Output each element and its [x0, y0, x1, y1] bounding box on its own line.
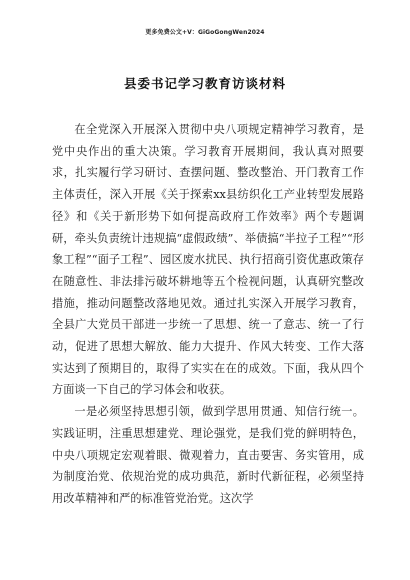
- document-title: 县委书记学习教育访谈材料: [123, 76, 286, 91]
- body-paragraph-1: 在全党深入开展深入贯彻中央八项规定精神学习教育，是党中央作出的重大决策。学习教育开展期间，我认真对照要求，扎实履行学习研讨、查摆问题、整改整治、开门教育工作主体责任，深入开展《关于探索xx县纺织化工产业转型发展路径》和《关于新形势下如何提高政府工作效率》两个专题调研，牵头负责统计违规搞“虚假政绩”、举债搞“半拉子工程”“形象工程”“面子工程”、园区废水扰民、执行招商引资优惠政策存在随意性、非法排污破坏耕地等五个检视问题，认真研究整改措施，推动问题整改落地见效。通过扎实深入开展学习教育，全县广大党员干部进一步统一了思想、统一了意志、统一了行动，促进了思想大解放、能力大提升、作风大转变、工作大落实达到了预期目的，取得了实实在在的成效。下面，我从四个方面谈一下自己的学习体会和收获。: [52, 123, 364, 397]
- document-body: [52, 119, 364, 510]
- header-note: 更多免费公文+V：GiGoGongWen2024: [145, 29, 265, 36]
- body-paragraph-2: 一是必须坚持思想引领，做到学思用贯通、知信行统一。实践证明，注重思想建党、理论强党，是我们党的鲜明特色，中央八项规定宏观着眼、微观着力，直击要害、务实管用，成为制度治党、依规治党的成功典范，新时代新征程，必须坚持用改革精神和严的标准管党治党。这次学: [52, 405, 364, 505]
